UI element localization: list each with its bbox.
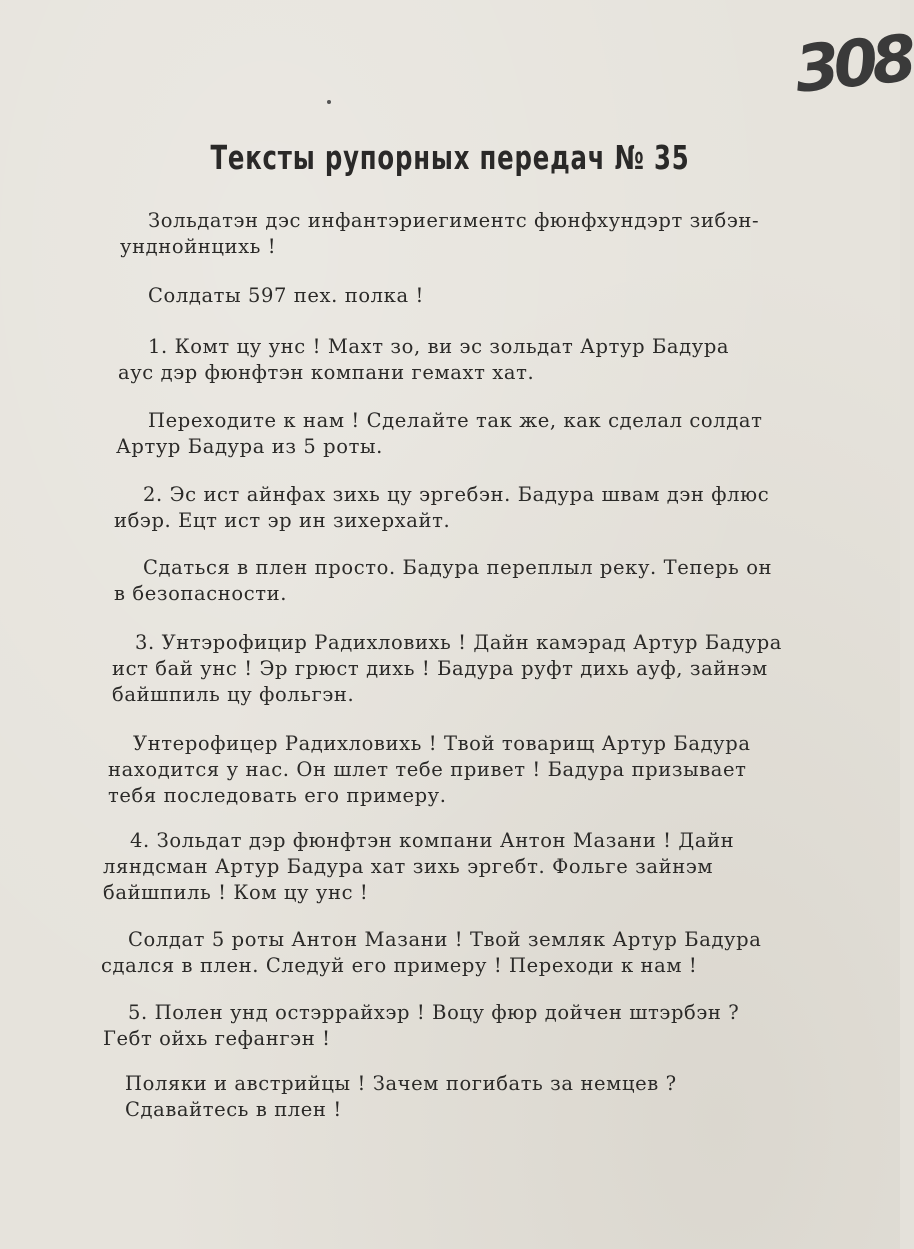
archive-page-number: 308 [791, 22, 914, 108]
text-line: тебя последовать его примеру. [108, 784, 447, 807]
ink-speck [327, 100, 331, 104]
text-line: 1. Комт цу унс ! Махт зо, ви эс зольдат Артур Бадура [148, 335, 730, 358]
paragraph-5 [114, 482, 770, 534]
text-line: ибэр. Ецт ист эр ин зихерхайт. [114, 509, 451, 532]
paragraph-1 [120, 208, 760, 260]
paragraph-4 [116, 408, 763, 460]
paragraph-7 [112, 630, 783, 708]
text-line: аус дэр фюнфтэн компани гемахт хат. [118, 361, 535, 384]
text-line: ист бай унс ! Эр грюст дихь ! Бадура руфт дихь ауф, зайнэм [112, 657, 768, 680]
text-line: 4. Зольдат дэр фюнфтэн компани Антон Мазани ! Дайн [130, 829, 735, 852]
text-line: байшпиль цу фольгэн. [112, 683, 355, 706]
paragraph-12 [125, 1071, 677, 1123]
document-title: Тексты рупорных передач № 35 [210, 138, 690, 177]
text-line: сдался в плен. Следуй его примеру ! Переходи к нам ! [101, 954, 698, 977]
text-line: 2. Эс ист айнфах зихь цу эргебэн. Бадура швам дэн флюс [143, 483, 770, 506]
text-line: 5. Полен унд остэррайхэр ! Воцу фюр дойчен штэрбэн ? [128, 1001, 740, 1024]
text-line: ляндсман Артур Бадура хат зихь эргебт. Фольге зайнэм [103, 855, 714, 878]
text-line: Артур Бадура из 5 роты. [116, 435, 383, 458]
text-line: Переходите к нам ! Сделайте так же, как сделал солдат [148, 409, 763, 432]
text-line: Гебт ойхь гефангэн ! [103, 1027, 331, 1050]
text-line: Сдаться в плен просто. Бадура переплыл реку. Теперь он [143, 556, 773, 579]
paragraph-8 [108, 731, 751, 809]
paragraph-6 [114, 555, 773, 607]
paragraph-10 [101, 927, 762, 979]
text-line: Зольдатэн дэс инфантэриегиментс фюнфхундэрт зибэн- [148, 209, 760, 232]
paragraph-2 [148, 283, 424, 309]
text-line: Солдат 5 роты Антон Мазани ! Твой земляк Артур Бадура [128, 928, 762, 951]
text-line: унднойнцихь ! [120, 235, 277, 258]
text-line: находится у нас. Он шлет тебе привет ! Бадура призывает [108, 758, 747, 781]
paragraph-11 [103, 1000, 740, 1052]
text-line: Унтерофицер Радихловихь ! Твой товарищ Артур Бадура [133, 732, 751, 755]
text-line: 3. Унтэрофицир Радихловихь ! Дайн камэрад Артур Бадура [135, 631, 783, 654]
text-line: Сдавайтесь в плен ! [125, 1098, 342, 1121]
text-line: байшпиль ! Ком цу унс ! [103, 881, 369, 904]
text-line: Солдаты 597 пех. полка ! [148, 284, 424, 307]
paragraph-9 [103, 828, 735, 906]
paragraph-3 [118, 334, 730, 386]
text-line: Поляки и австрийцы ! Зачем погибать за немцев ? [125, 1072, 677, 1095]
text-line: в безопасности. [114, 582, 288, 605]
